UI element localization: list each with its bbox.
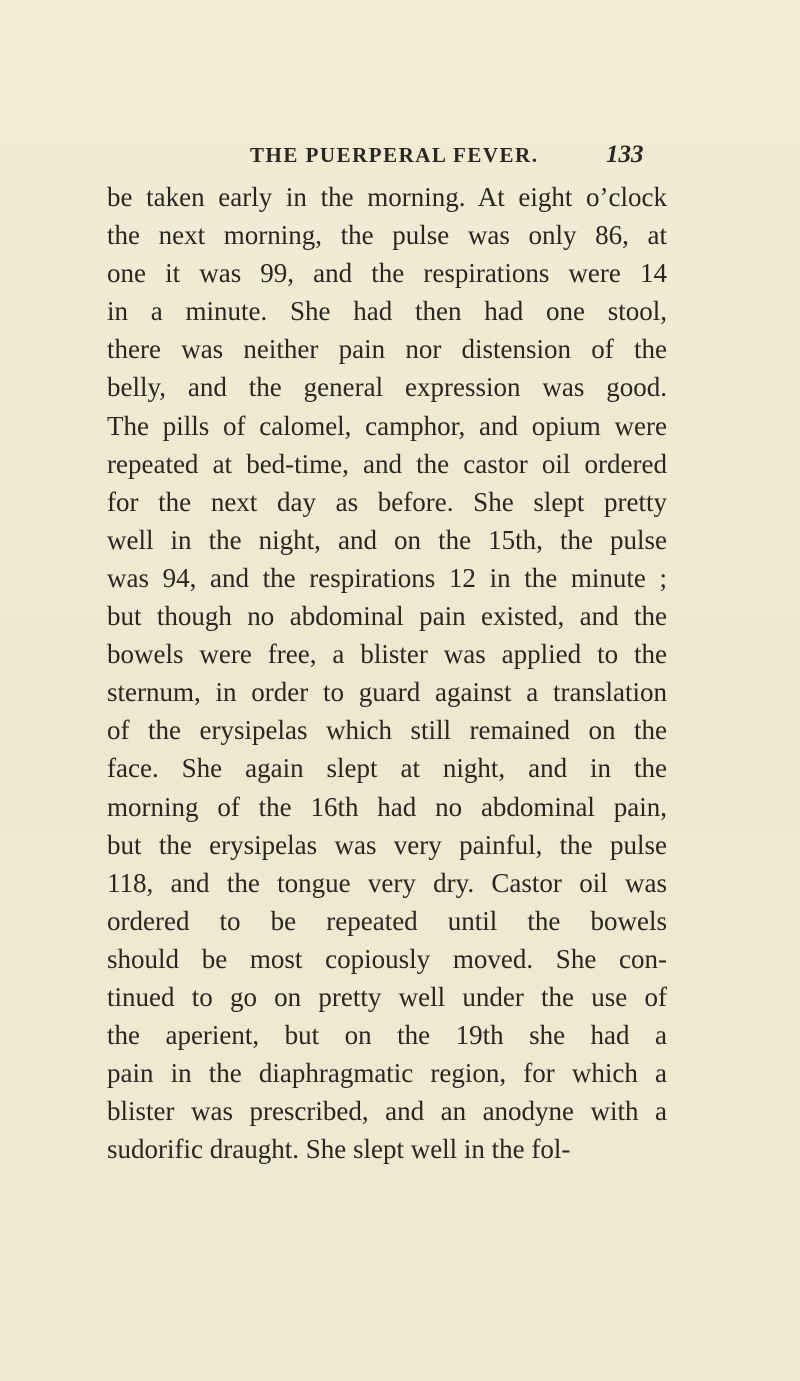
page-number: 133 [606,141,644,168]
text-line: belly, and the general expression was good. [107,372,667,403]
text-line: ordered to be repeated until the bowels [107,905,667,936]
text-line: well in the night, and on the 15th, the pulse [107,524,667,555]
text-line: pain in the diaphragmatic region, for which a [107,1058,667,1089]
text-line: face. She again slept at night, and in the [107,753,667,784]
text-line: sudorific draught. She slept well in the fol- [107,1134,571,1165]
text-line: repeated at bed-time, and the castor oil ordered [107,448,667,479]
text-line: 118, and the tongue very dry. Castor oil was [107,867,667,898]
text-line: blister was prescribed, and an anodyne with a [107,1096,667,1127]
text-line: the next morning, the pulse was only 86, at [107,220,667,251]
running-title: THE PUERPERAL FEVER. [250,143,539,167]
running-head [0,143,800,177]
text-line: the aperient, but on the 19th she had a [107,1020,667,1051]
text-line: in a minute. She had then had one stool, [107,296,667,327]
text-line: morning of the 16th had no abdominal pain, [107,791,667,822]
text-line: sternum, in order to guard against a translation [107,677,667,708]
text-line: The pills of calomel, camphor, and opium were [107,410,667,441]
text-line: but though no abdominal pain existed, and the [107,601,667,632]
text-line: one it was 99, and the respirations were 14 [107,258,667,289]
text-line: for the next day as before. She slept pretty [107,486,667,517]
text-line: but the erysipelas was very painful, the pulse [107,829,667,860]
text-line: there was neither pain nor distension of the [107,334,667,365]
text-line: tinued to go on pretty well under the use of [107,981,667,1012]
text-line: was 94, and the respirations 12 in the minute ; [107,562,667,593]
text-line: should be most copiously moved. She con- [107,943,667,974]
body-text [107,178,667,1168]
text-line: of the erysipelas which still remained on the [107,715,667,746]
text-line: be taken early in the morning. At eight o’clock [107,182,667,212]
text-line: bowels were free, a blister was applied to the [107,639,667,670]
